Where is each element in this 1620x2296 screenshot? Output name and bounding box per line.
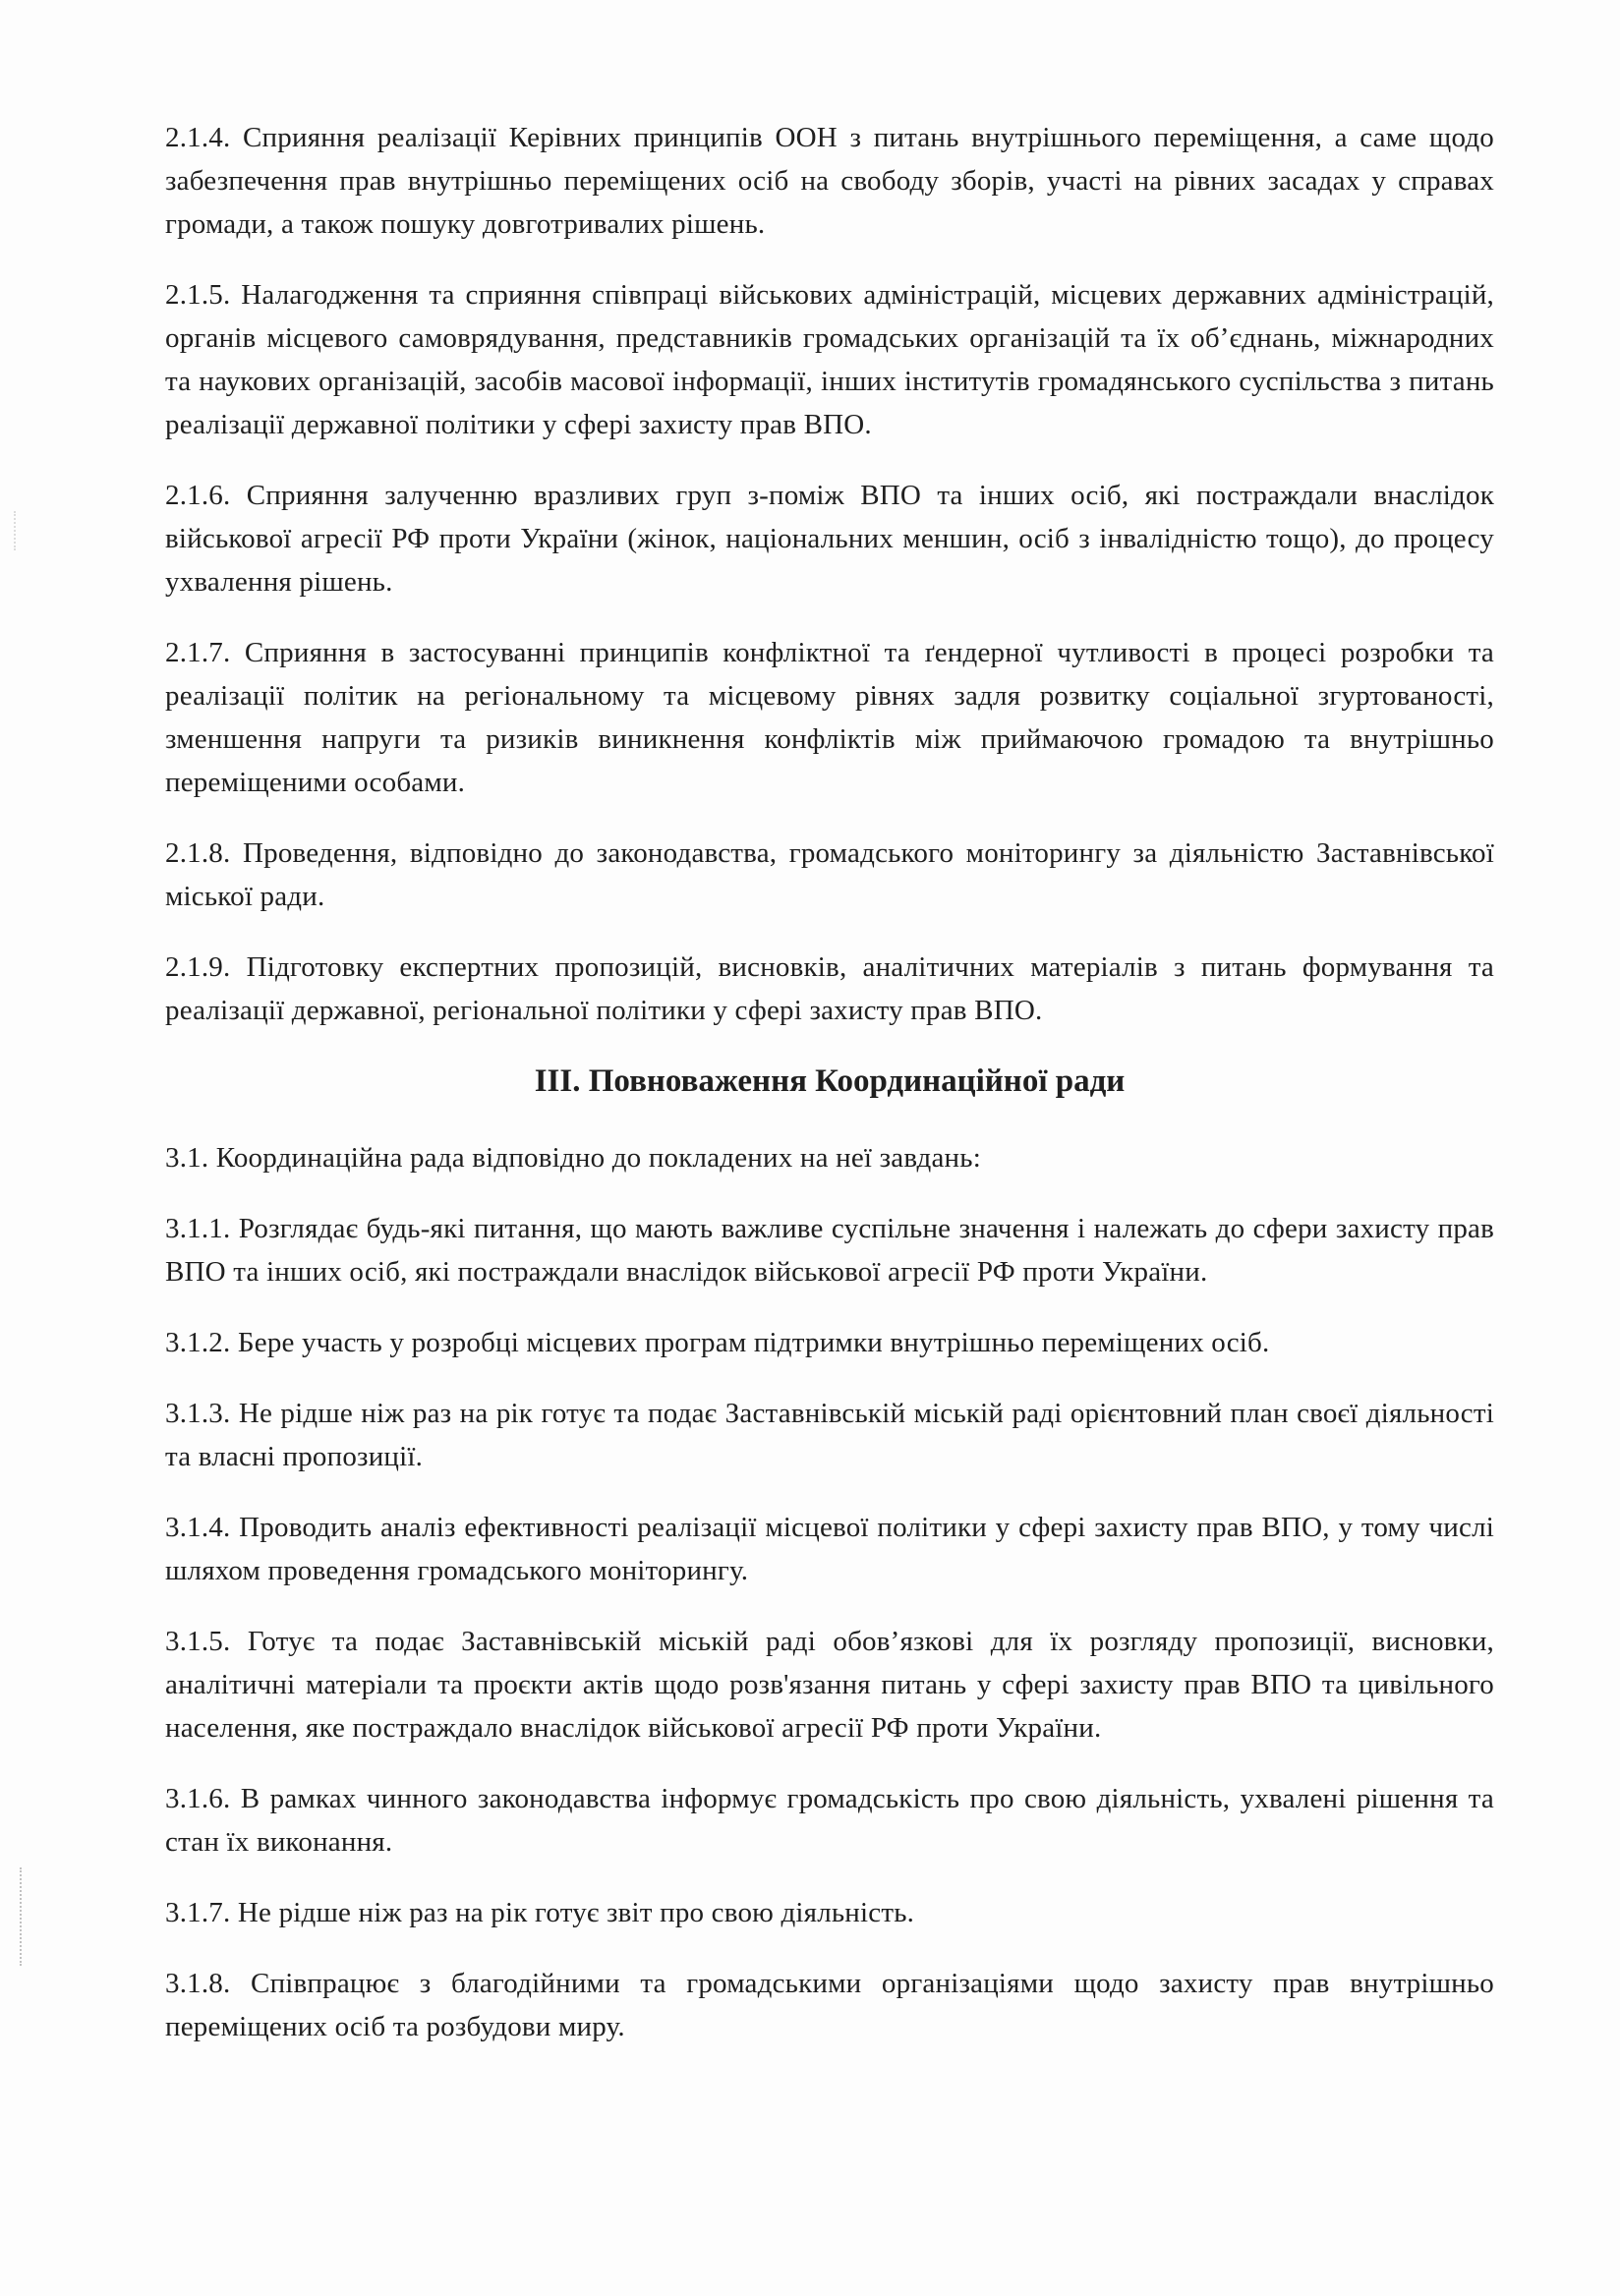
- paragraph-2-1-5: 2.1.5. Налагодження та сприяння співпраці військових адміністрацій, місцевих державних адміністрацій, органів місцевого самоврядування, представників громадських організацій та їх об’єднань, міжнародних та наукових організацій, засобів масової інформації, інших інститутів громадянського суспільства з питань реалізації державної політики у сфері захисту прав ВПО.: [165, 279, 1494, 440]
- paragraph-2-1-9: 2.1.9. Підготовку експертних пропозицій, висновків, аналітичних матеріалів з питань формування та реалізації державної, регіональної політики у сфері захисту прав ВПО.: [165, 951, 1494, 1026]
- paragraph-2-1-4: 2.1.4. Сприяння реалізації Керівних принципів ООН з питань внутрішнього переміщення, а саме щодо забезпечення прав внутрішньо переміщених осіб на свободу зборів, участі на рівних засадах у справах громади, а також пошуку довготривалих рішень.: [165, 122, 1494, 240]
- paragraph-3-1-8: 3.1.8. Співпрацює з благодійними та громадськими організаціями щодо захисту прав внутрішньо переміщених осіб та розбудови миру.: [165, 1968, 1494, 2042]
- paragraph-2-1-7: 2.1.7. Сприяння в застосуванні принципів конфліктної та ґендерної чутливості в процесі розробки та реалізації політик на регіональному та місцевому рівнях задля розвитку соціальної згуртованості, зменшення напруги та ризиків виникнення конфліктів між приймаючою громадою та внутрішньо переміщеними особами.: [165, 637, 1494, 798]
- paragraph-3-1-6: 3.1.6. В рамках чинного законодавства інформує громадськість про свою діяльність, ухвалені рішення та стан їх виконання.: [165, 1783, 1494, 1858]
- scan-margin-mark: [14, 511, 19, 550]
- paragraph-3-1-1: 3.1.1. Розглядає будь-які питання, що мають важливе суспільне значення і належать до сфери захисту прав ВПО та інших осіб, які постраждали внаслідок військової агресії РФ проти України.: [165, 1213, 1494, 1288]
- scan-margin-mark: [20, 1867, 26, 1966]
- paragraph-3-1-2: 3.1.2. Бере участь у розробці місцевих програм підтримки внутрішньо переміщених осіб.: [165, 1327, 1270, 1358]
- paragraph-3-1-7: 3.1.7. Не рідше ніж раз на рік готує звіт про свою діяльність.: [165, 1897, 915, 1928]
- paragraph-3-1-3: 3.1.3. Не рідше ніж раз на рік готує та подає Заставнівській міській раді орієнтовний план своєї діяльності та власні пропозиції.: [165, 1398, 1494, 1472]
- paragraph-3-1: 3.1. Координаційна рада відповідно до покладених на неї завдань:: [165, 1142, 981, 1174]
- document-body: [165, 116, 1494, 2076]
- section-title: ІІІ. Повноваження Координаційної ради: [534, 1063, 1126, 1099]
- paragraph-2-1-8: 2.1.8. Проведення, відповідно до законодавства, громадського моніторингу за діяльністю Заставнівської міської ради.: [165, 837, 1494, 912]
- paragraph-3-1-4: 3.1.4. Проводить аналіз ефективності реалізації місцевої політики у сфері захисту прав ВПО, у тому числі шляхом проведення громадського моніторингу.: [165, 1512, 1494, 1586]
- paragraph-2-1-6: 2.1.6. Сприяння залученню вразливих груп з-поміж ВПО та інших осіб, які постраждали внаслідок військової агресії РФ проти України (жінок, національних меншин, осіб з інвалідністю тощо), до процесу ухвалення рішень.: [165, 480, 1494, 598]
- paragraph-3-1-5: 3.1.5. Готує та подає Заставнівській міській раді обов’язкові для їх розгляду пропозиції, висновки, аналітичні матеріали та проєкти актів щодо розв'язання питань у сфері захисту прав ВПО та цивільного населення, яке постраждало внаслідок військової агресії РФ проти України.: [165, 1626, 1494, 1744]
